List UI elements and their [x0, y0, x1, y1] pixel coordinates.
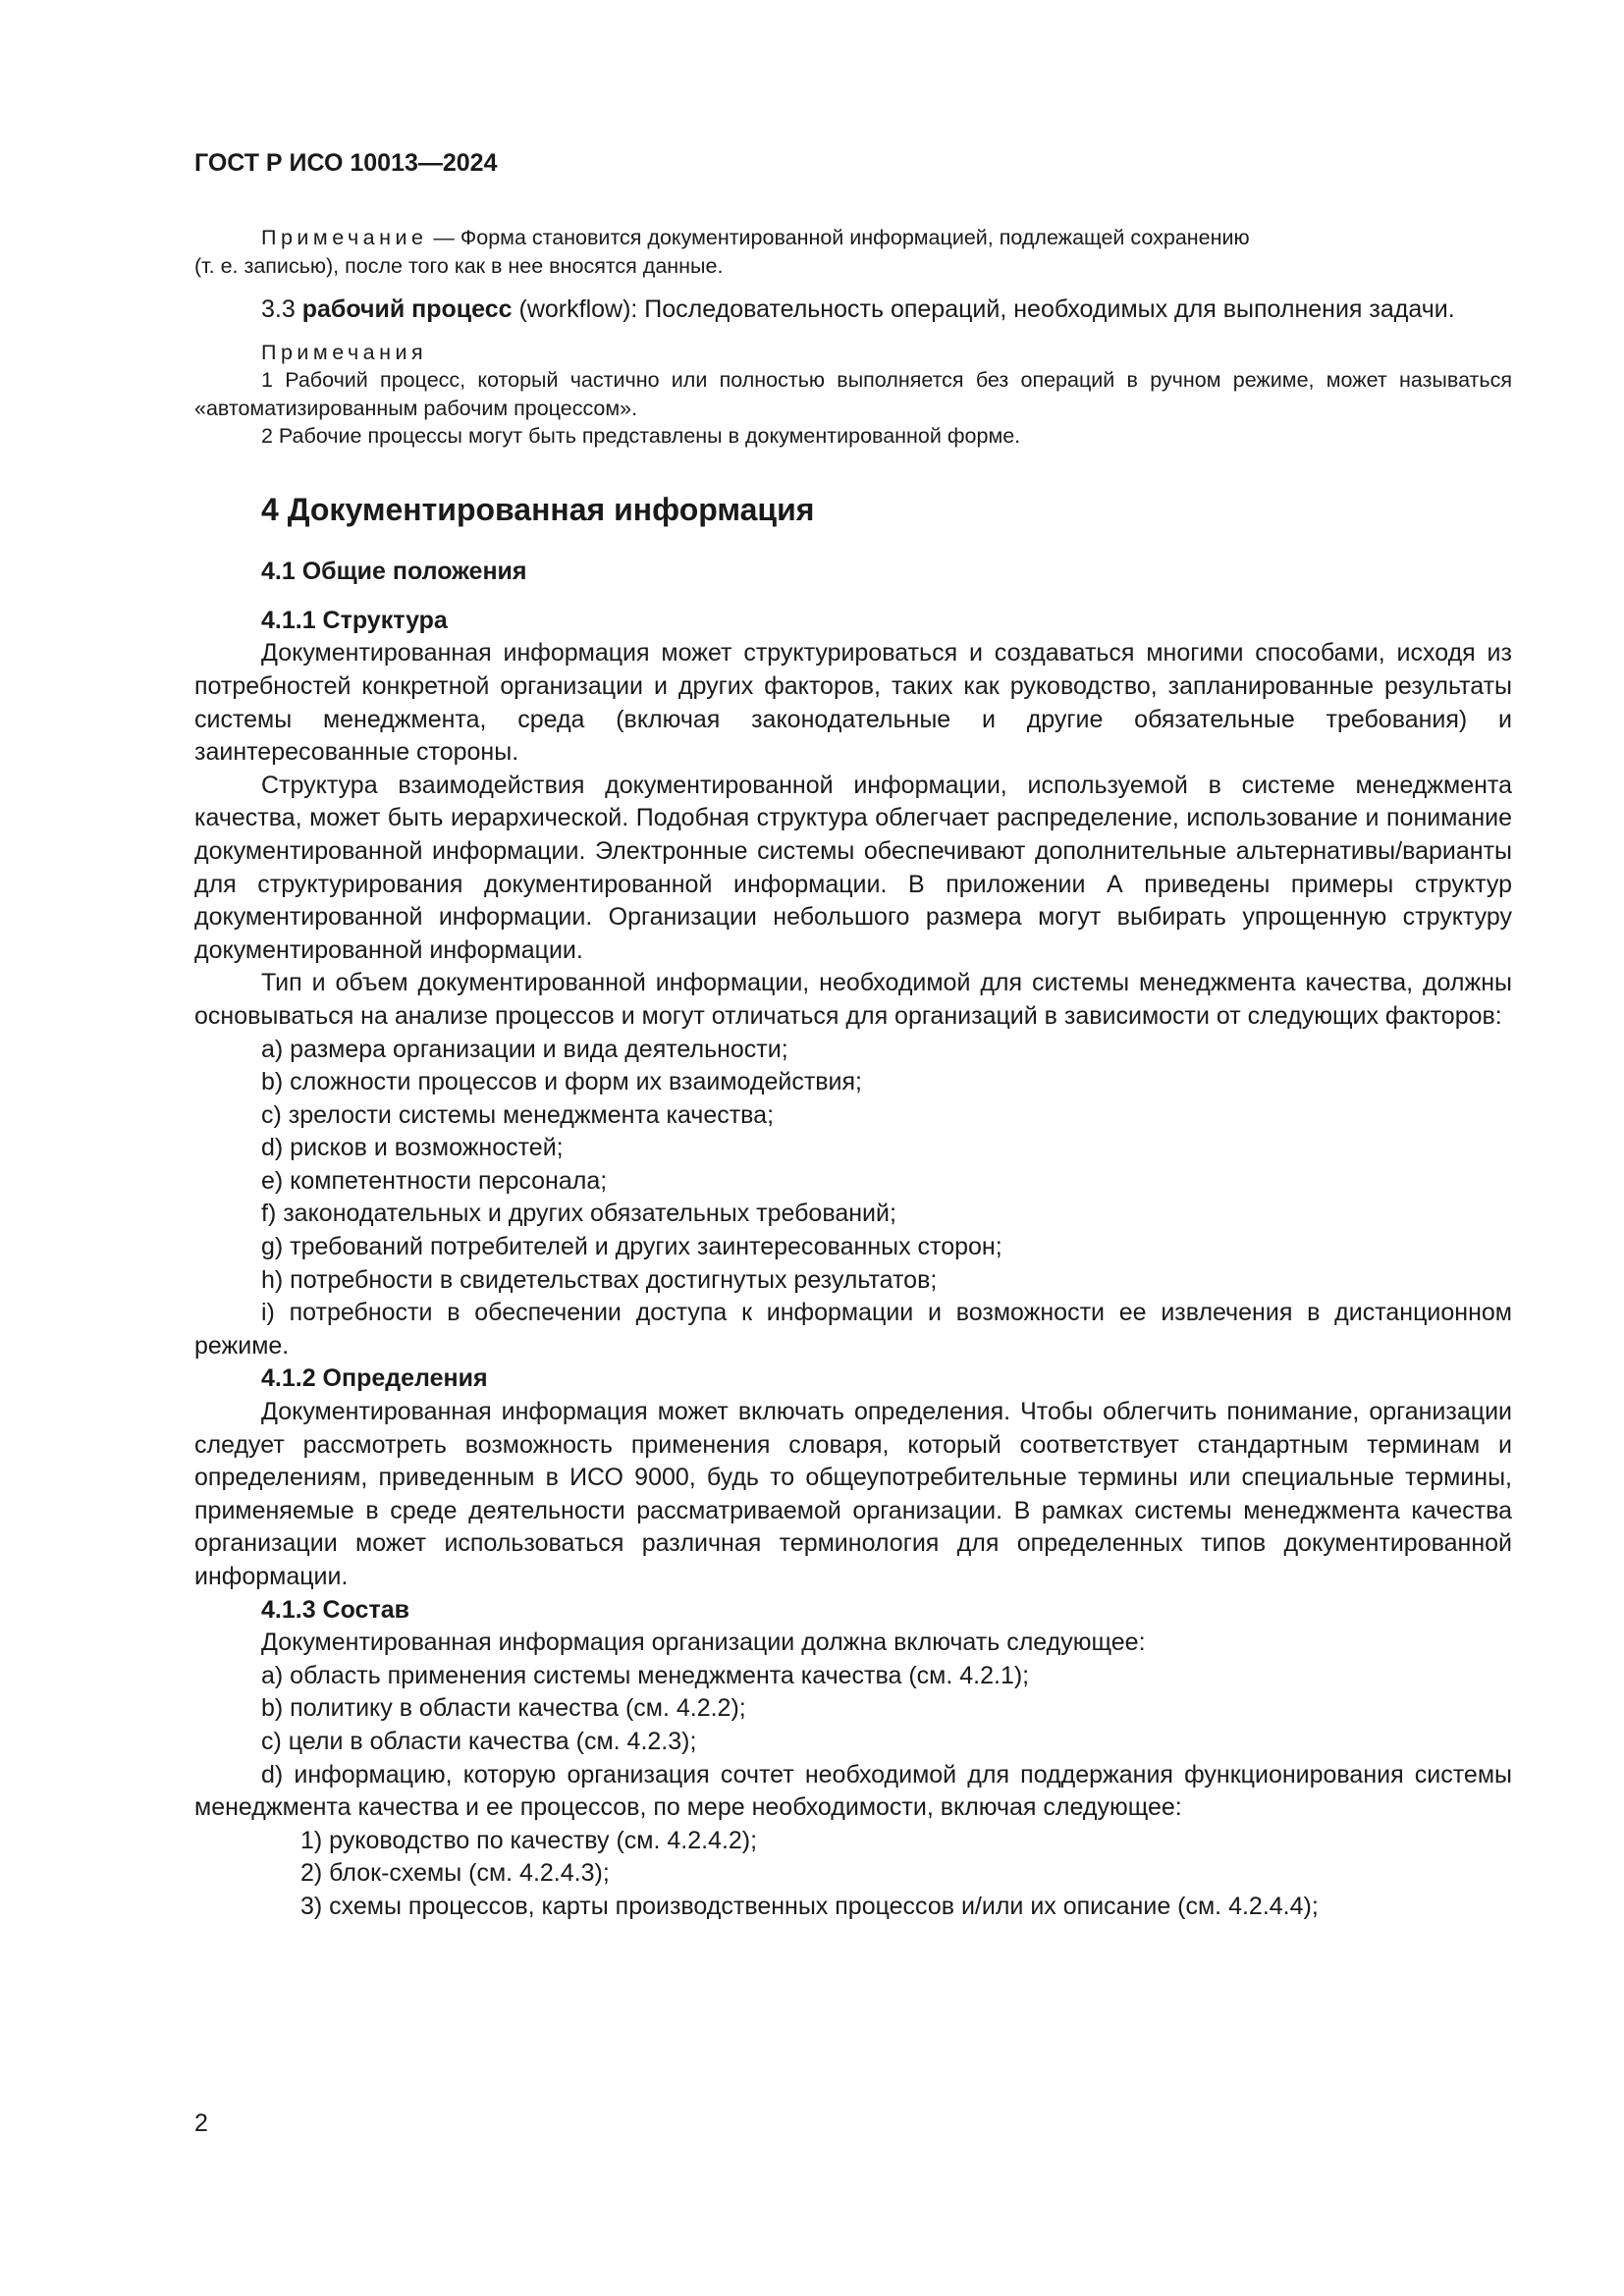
list-item: d) информацию, которую организация сочтет необходимой для поддержания функционирования системы менеджмента качества и ее процессов, по мере необходимости, включая следующее:	[194, 1760, 1512, 1822]
sub-list-item: 2) блок-схемы (см. 4.2.4.3);	[300, 1859, 610, 1888]
section-4-heading: 4 Документированная информация	[261, 491, 815, 527]
term-name: рабочий процесс	[301, 295, 513, 323]
page-number: 2	[194, 2109, 208, 2137]
list-item: c) зрелости системы менеджмента качества;	[261, 1100, 775, 1129]
document-body	[194, 224, 1512, 1924]
list-item: d) рисков и возможностей;	[261, 1134, 564, 1162]
note-label: Примечание	[261, 226, 428, 249]
notes-3-3	[194, 339, 1512, 451]
list-item: c) цели в области качества (см. 4.2.3);	[261, 1727, 697, 1755]
term-definition: (workflow): Последовательность операций, необходимых для выполнения задачи.	[512, 295, 1455, 323]
section-4-1-3-heading: 4.1.3 Состав	[261, 1595, 409, 1624]
list-item: f) законодательных и других обязательных требований;	[261, 1200, 896, 1228]
list-item: g) требований потребителей и других заинтересованных сторон;	[261, 1233, 1002, 1261]
list-item: a) размера организации и вида деятельности;	[261, 1035, 788, 1063]
note-form	[194, 224, 1512, 280]
note-form-text1: — Форма становится документированной информацией, подлежащей сохранению	[427, 226, 1250, 249]
list-item: b) сложности процессов и форм их взаимодействия;	[261, 1068, 862, 1096]
note-1: 1 Рабочий процесс, который частично или полностью выполняется без операций в ручном режиме, может называться «автоматизированным рабочим процессом».	[194, 368, 1512, 420]
paragraph: Тип и объем документированной информации, необходимой для системы менеджмента качества, должны основываться на анализе процессов и могут отличаться для организаций в зависимости от следующих факторов:	[194, 969, 1512, 1030]
note-2: 2 Рабочие процессы могут быть представлены в документированной форме.	[261, 424, 1021, 449]
term-3-3	[194, 294, 1512, 327]
term-number: 3.3	[261, 295, 302, 323]
section-4-1-heading: 4.1 Общие положения	[261, 558, 527, 586]
sub-list-item: 3) схемы процессов, карты производственных процессов и/или их описание (см. 4.2.4.4);	[300, 1892, 1319, 1920]
note-form-line2: (т. е. записью), после того как в нее вносятся данные.	[194, 253, 724, 278]
sub-list-item: 1) руководство по качеству (см. 4.2.4.2);	[300, 1826, 758, 1854]
list-item: i) потребности в обеспечении доступа к информации и возможности ее извлечения в дистанционном режиме.	[194, 1299, 1512, 1360]
list-item: e) компетентности персонала;	[261, 1166, 608, 1195]
paragraph: Документированная информация организации должна включать следующее:	[261, 1629, 1146, 1657]
list-item: a) область применения системы менеджмента качества (см. 4.2.1);	[261, 1661, 1030, 1689]
paragraph: Документированная информация может структурироваться и создаваться многими способами, исходя из потребностей конкретной организации и других факторов, таких как руководство, запланированные результаты системы менеджмента, среда (включая законодательные и другие обязательные требования) и заинтересованные стороны.	[194, 639, 1512, 767]
list-item: b) политику в области качества (см. 4.2.2);	[261, 1694, 746, 1723]
section-4-1-2-heading: 4.1.2 Определения	[261, 1364, 488, 1393]
paragraph: Документированная информация может включать определения. Чтобы облегчить понимание, организации следует рассмотреть возможность применения словаря, который соответствует стандартным терминам и определениям, приведенным в ИСО 9000, будь то общеупотребительные термины или специальные термины, применяемые в среде деятельности рассматриваемой организации. В рамках системы менеджмента качества организации может использоваться различная терминология для определенных типов документированной информации.	[194, 1398, 1512, 1590]
notes-label: Примечания	[261, 340, 428, 364]
page-header-title: ГОСТ Р ИСО 10013—2024	[194, 149, 498, 177]
list-item: h) потребности в свидетельствах достигнутых результатов;	[261, 1265, 938, 1294]
note-form-line1	[194, 224, 1512, 252]
paragraph: Структура взаимодействия документированной информации, используемой в системе менеджмента качества, может быть иерархической. Подобная структура облегчает распределение, использование и понимание документированной информации. Электронные системы обеспечивают дополнительные альтернативы/варианты для структурирования документированной информации. В приложении А приведены примеры структур документированной информации. Организации небольшого размера могут выбирать упрощенную структуру документированной информации.	[194, 771, 1512, 964]
section-4-1-1-heading: 4.1.1 Структура	[261, 606, 448, 634]
